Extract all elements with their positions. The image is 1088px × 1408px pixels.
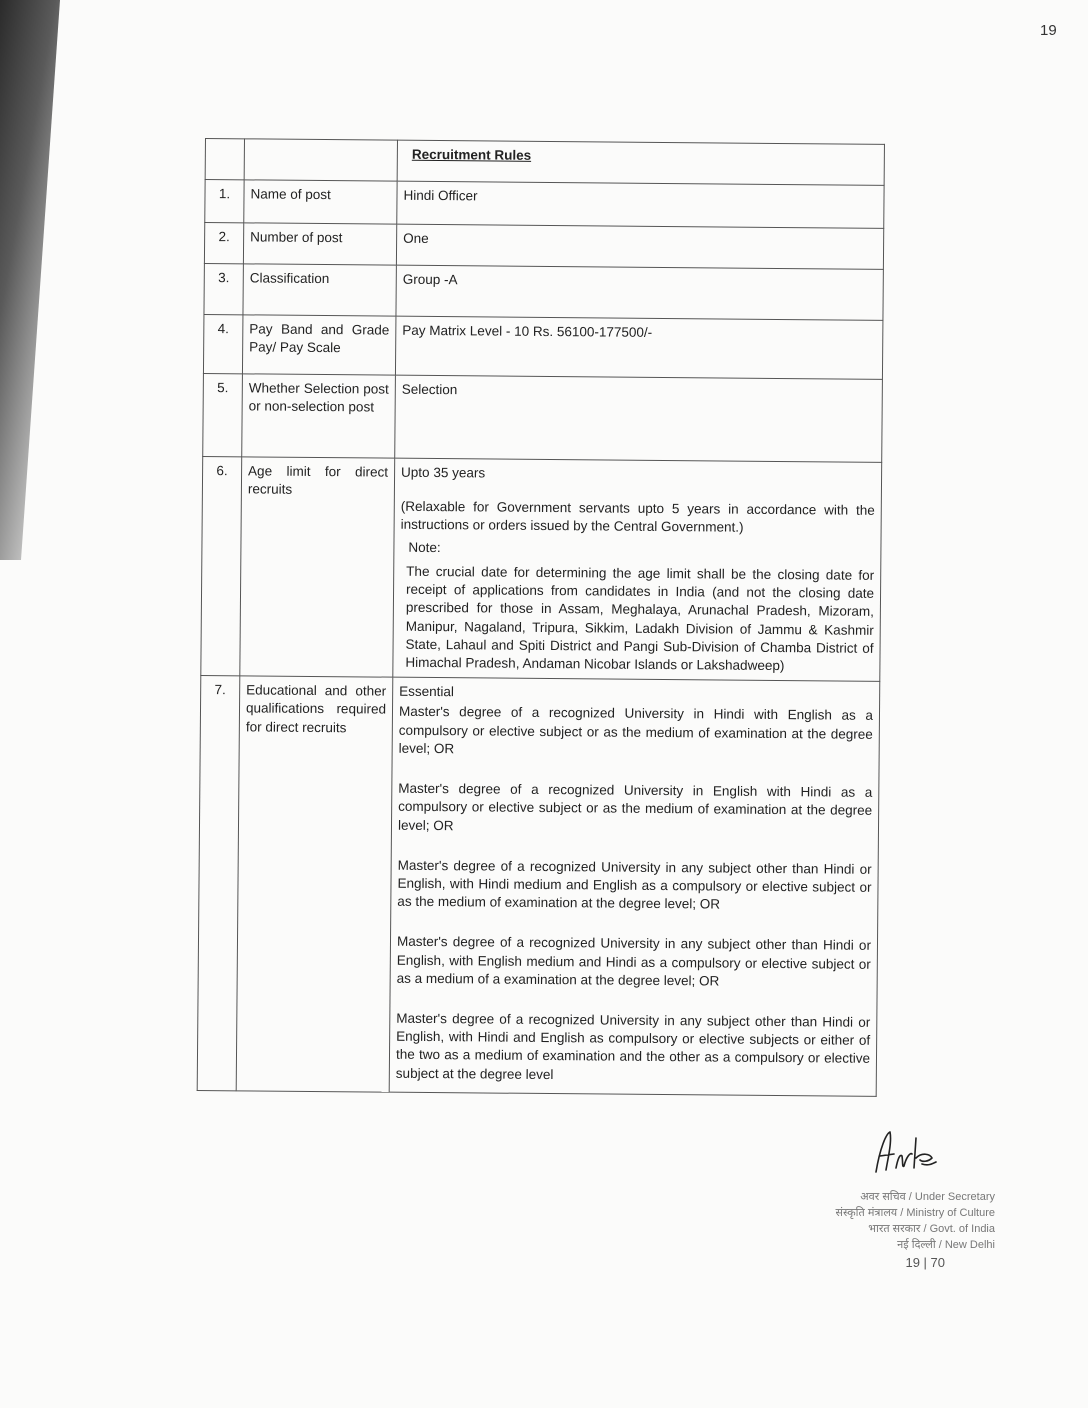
header-empty-cell xyxy=(205,139,244,180)
handwritten-signature xyxy=(870,1128,940,1176)
stamp-number: 19 | 70 xyxy=(905,1254,945,1270)
page-number: 19 xyxy=(1040,22,1057,39)
row-value: Selection xyxy=(395,375,883,462)
qualification-option: Master's degree of a recognized University in any subject other than Hindi or English, with English medium and Hindi as a compulsory or elective subject or as a medium of a examination at the degree level; OR xyxy=(396,934,872,989)
age-limit-value: Upto 35 years xyxy=(401,464,486,481)
recruitment-rules-table xyxy=(197,138,885,1097)
essential-label: Essential xyxy=(399,683,455,700)
row-value: One xyxy=(396,224,883,269)
row-number: 3. xyxy=(204,263,243,314)
stamp-line: संस्कृति मंत्रालय / Ministry of Culture xyxy=(835,1206,995,1219)
row-label: Whether Selection post or non-selection post xyxy=(242,374,396,458)
table-row xyxy=(204,263,883,320)
age-limit-cell xyxy=(393,458,882,681)
age-relaxation-text: (Relaxable for Government servants upto 5 years in accordance with the instructions or orders issued by the Central Government.) xyxy=(400,498,875,536)
qualification-option: Master's degree of a recognized University in any subject other than Hindi or English, with Hindi medium and English as a compulsory or elective subject or as the medium of examination at the degree level; OR xyxy=(397,857,872,912)
row-number: 1. xyxy=(205,180,244,223)
qualification-option: Master's degree of a recognized University in Hindi with English as a compulsory or elective subject or as the medium of examination at the degree level; OR xyxy=(398,704,874,757)
stamp-line: नई दिल्ली / New Delhi xyxy=(897,1238,995,1251)
qualifications-row xyxy=(197,676,880,1097)
row-label: Educational and other qualifications required for direct recruits xyxy=(236,676,393,1092)
table-row xyxy=(205,180,884,229)
table-row xyxy=(204,223,883,270)
age-limit-row xyxy=(201,456,882,681)
row-label: Pay Band and Grade Pay/ Pay Scale xyxy=(242,315,396,375)
table-row xyxy=(203,373,883,462)
row-number: 5. xyxy=(203,373,243,456)
qualifications-cell xyxy=(389,677,880,1096)
stamp-line: अवर सचिव / Under Secretary xyxy=(860,1191,995,1203)
qualification-option: Master's degree of a recognized University in any subject other than Hindi or English, with Hindi and English as compulsory or elective subjects or either of the two as a medium of examination and the other as a compulsory or elective subject at the degree level xyxy=(395,1010,871,1082)
row-number: 4. xyxy=(203,314,243,373)
table-title: Recruitment Rules xyxy=(397,140,884,185)
table-header-row xyxy=(205,139,884,186)
row-value: Pay Matrix Level - 10 Rs. 56100-177500/- xyxy=(395,316,882,379)
row-label: Classification xyxy=(243,264,396,316)
header-empty-cell xyxy=(244,139,397,181)
row-value: Hindi Officer xyxy=(397,181,884,228)
row-label: Name of post xyxy=(244,180,397,224)
row-label: Age limit for direct recruits xyxy=(240,457,395,678)
qualification-option: Master's degree of a recognized University in English with Hindi as a compulsory or elective subject or as the medium of examination at the degree level; OR xyxy=(397,780,873,833)
note-label: Note: xyxy=(408,539,441,555)
row-value: Group -A xyxy=(396,265,883,320)
scan-shadow xyxy=(0,0,60,560)
row-label: Number of post xyxy=(243,223,396,265)
row-number: 7. xyxy=(197,676,240,1091)
row-number: 2. xyxy=(204,223,243,264)
row-number: 6. xyxy=(201,456,242,676)
stamp-line: भारत सरकार / Govt. of India xyxy=(868,1222,995,1235)
note-text: The crucial date for determining the age limit shall be the closing date for receipt of applications from candidates in India (and not the closing date prescribed for those in Assam, Meghalaya, Arunachal Pradesh, Mizoram, Manipur, Nagaland, Tripura, Sikkim, Ladakh Division of Jammu & Kashmir State, Lahaul and Spiti District and Pangi Sub-Division of Chamba District of Himachal Pradesh, Andaman Nicobar Islands or Lakshadweep) xyxy=(405,563,875,674)
table-row xyxy=(203,314,882,379)
official-stamp xyxy=(795,1190,995,1273)
